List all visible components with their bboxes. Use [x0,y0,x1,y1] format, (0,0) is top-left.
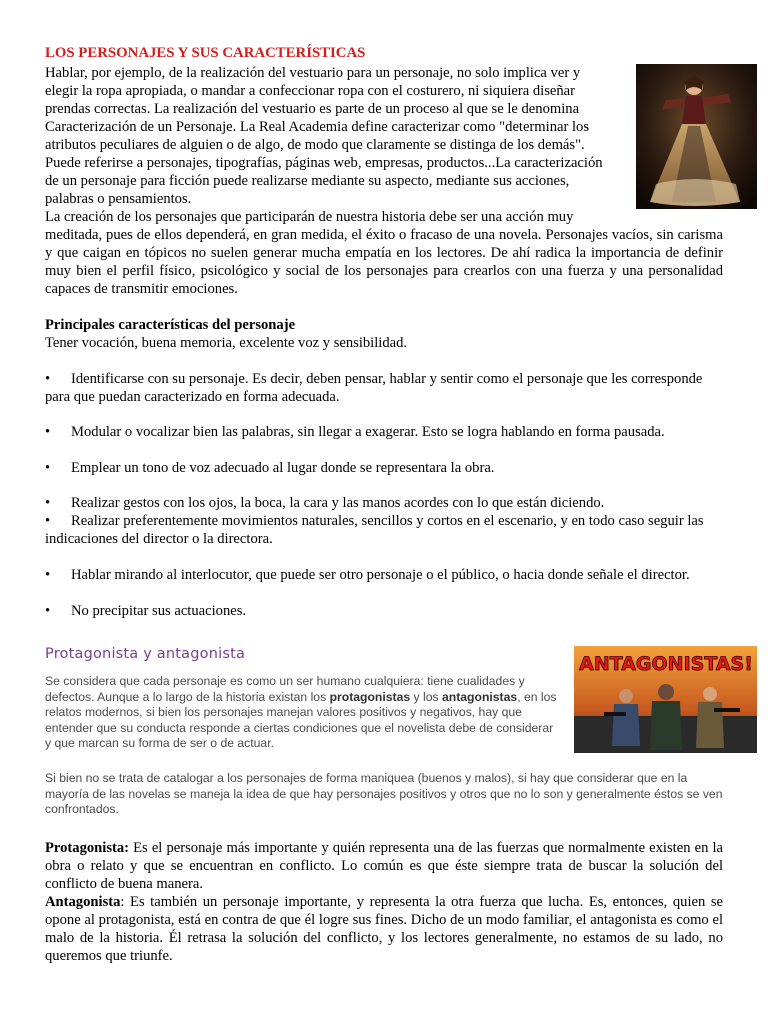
bullet-item [45,423,723,441]
bullet-item [45,370,723,406]
bullet-text: Hablar mirando al interlocutor, que puede ser otro personaje o el público, o hacia donde señale el director. [71,567,690,583]
bold-term: antagonistas [442,689,518,704]
section2-paragraph-2: Si bien no se trata de catalogar a los personajes de forma maniquea (buenos y malos), si hay que considerar que en la mayoría de las novelas se maneja la idea de que hay personajes positivos y otros que no lo son y generalmente éstos se ven confrontados. [45,771,723,816]
bullet-marker: • [45,424,51,440]
text-span: , en los relatos modernos, si bien los personajes manejan valores positivos y negativos, hay que entender que su conducta responde a ciertas condiciones que el novelista debe de considerar y que marcan su forma de ser o de actuar. [45,689,557,750]
bullet-item [45,602,723,620]
bullet-marker: • [45,371,51,387]
bullet-marker: • [45,567,51,583]
bullet-text: Identificarse con su personaje. Es decir, deben pensar, hablar y sentir como el personaje que les corresponde para que puedan caracterizado en forma adecuada. [45,371,703,405]
principal-text: Tener vocación, buena memoria, excelente voz y sensibilidad. [45,335,408,351]
bullet-text: Realizar gestos con los ojos, la boca, la cara y las manos acordes con lo que están diciendo. [71,495,605,511]
protagonista-text: Es el personaje más importante y quién representa una de las fuerzas que normalmente existen en la obra o relato y que se encuentran en conflicto. Lo común es que éste siempre trata de buscar la solución del conflicto de buena manera. [45,840,723,892]
intro-paragraph [45,64,635,208]
banner-text: ANTAGONISTAS! [579,653,753,675]
bullet-marker: • [45,603,51,619]
intro-line: Hablar, por ejemplo, de la realización del vestuario para un personaje, no solo implica ver y [45,65,581,81]
bullet-item [45,566,723,584]
intro-line: Puede referirse a personajes, tipografías, páginas web, empresas, productos...La caracterización [45,155,603,171]
principal-heading: Principales características del personaje [45,317,296,333]
bullet-text: No precipitar sus actuaciones. [71,603,247,619]
bold-term: protagonistas [329,689,411,704]
costume-photo [636,64,757,209]
bullet-text: Emplear un tono de voz adecuado al lugar donde se representara la obra. [71,460,495,476]
bullet-item [45,512,723,548]
intro-line: de un personaje para ficción puede realizarse mediante su aspecto, mediante sus acciones, [45,173,570,189]
text-span: Se considera que cada personaje es como un ser humano cualquiera: tiene cualidades y defectos. Aunque a lo largo de la historia existan los [45,674,525,704]
page-title: LOS PERSONAJES Y SUS CARACTERÍSTICAS [45,45,366,61]
bullet-text: Realizar preferentemente movimientos naturales, sencillos y cortos en el escenario, y en todo caso seguir las indicaciones del director o la directora. [45,513,704,547]
bullet-item [45,459,723,477]
intro-line: prendas correctas. La realización del vestuario es parte de un proceso al que se le denomina [45,101,580,117]
intro-line: Caracterización de un Personaje. La Real Academia define caracterizar como "determinar los [45,119,590,135]
creation-first-line: La creación de los personajes que participarán de nuestra historia debe ser una acción muy [45,209,574,225]
protagonista-label: Protagonista: [45,840,130,856]
intro-line: palabras o pensamientos. [45,191,192,207]
protagonista-paragraph [45,839,723,893]
section-heading: Protagonista y antagonista [45,646,246,662]
antagonistas-image [574,646,757,753]
creation-paragraph: meditada, pues de ellos dependerá, en gran medida, el éxito o fracaso de una novela. Personajes vacíos, sin carisma y que caigan en tópicos no suelen generar mucha empatía en los lectores. De ahí radica la importancia de definir muy bien el perfil físico, psicológico y social de los personajes para crearlos con una fuerza y una personalidad capaces de transmitir emociones. [45,227,723,297]
bullet-item [45,494,723,512]
antagonista-paragraph [45,893,723,965]
antagonista-text: : Es también un personaje importante, y representa la otra fuerza que lucha. Es, entonces, quien se opone al protagonista, está en contra de que él logre sus fines. Dicho de un modo familiar, el antagonista es como el malo de la historia. Él retrasa la solución del conflicto, y los lectores generalmente, no estamos de su lado, no queremos que triunfe. [45,894,723,964]
bullet-marker: • [45,460,51,476]
intro-line: elegir la ropa apropiada, o mandar a confeccionar ropa con el costurero, ni siquiera diseñar [45,83,575,99]
intro-line: atributos peculiares de alguien o de algo, de modo que claramente se distinga de los demás". [45,137,585,153]
text-span: y los [410,689,442,704]
antagonista-label: Antagonista [45,894,121,910]
section2-paragraph-1 [45,674,560,752]
bullet-marker: • [45,495,51,511]
bullet-marker: • [45,513,51,529]
bullet-text: Modular o vocalizar bien las palabras, sin llegar a exagerar. Esto se logra hablando en forma pausada. [71,424,665,440]
